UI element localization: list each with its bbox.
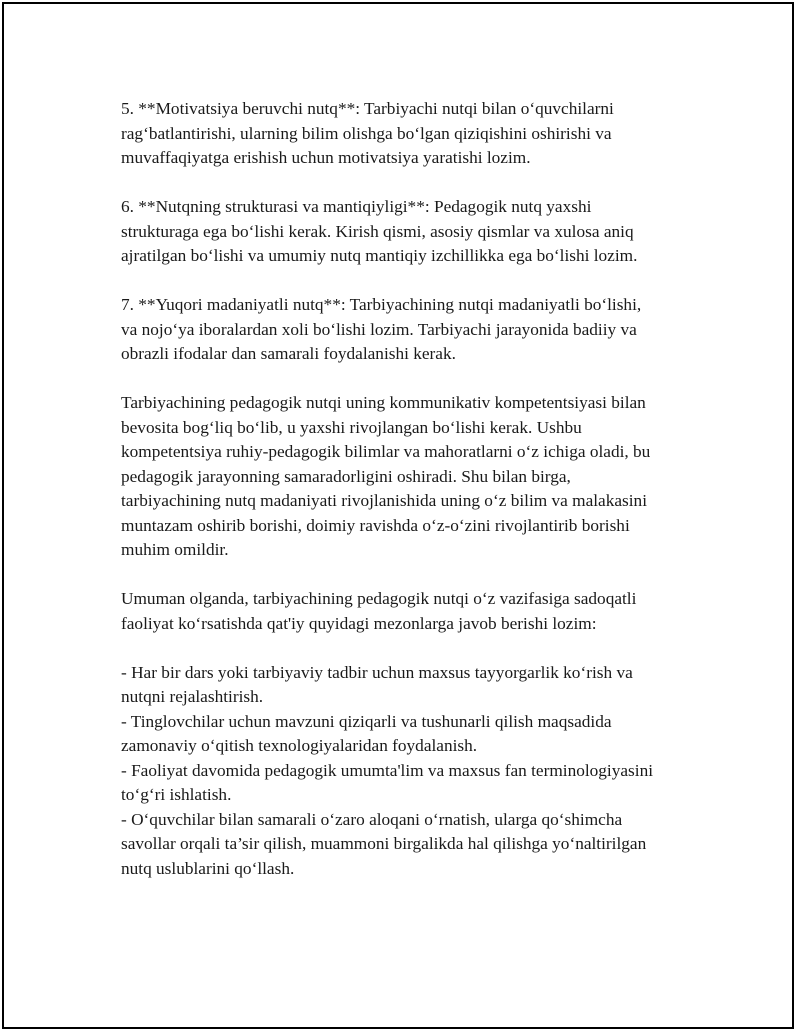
text-line: - Faoliyat davomida pedagogik umumta'lim va maxsus fan terminologiyasini <box>121 760 654 780</box>
text-line: kompetentsiya ruhiy-pedagogik bilimlar va mahoratlarni o‘z ichiga oladi, bu <box>121 442 651 461</box>
text-line: - Tinglovchilar uchun mavzuni qiziqarli va tushunarli qilish maqsadida <box>121 711 612 731</box>
text-line: Umuman olganda, tarbiyachining pedagogik nutqi o‘z vazifasiga sadoqatli <box>121 589 637 608</box>
paragraph-motivational-speech <box>121 97 701 171</box>
text-line: pedagogik jarayonning samaradorligini oshiradi. Shu bilan birga, <box>121 466 571 486</box>
text-line: 5. **Motivatsiya beruvchi nutq**: Tarbiyachi nutqi bilan o‘quvchilarni <box>121 99 614 118</box>
text-line: Tarbiyachining pedagogik nutqi uning kommunikativ kompetentsiyasi bilan <box>121 393 646 412</box>
page-frame <box>2 2 794 1029</box>
list-item <box>121 808 701 882</box>
paragraph-summary <box>121 587 701 636</box>
text-line: nutq uslublarini qo‘llash. <box>121 858 295 878</box>
criteria-list <box>121 661 701 882</box>
text-line: muhim omildir. <box>121 540 229 559</box>
text-line: bevosita bog‘liq bo‘lib, u yaxshi rivojlangan bo‘lishi kerak. Ushbu <box>121 417 582 437</box>
text-line: va nojo‘ya iboralardan xoli bo‘lishi lozim. Tarbiyachi jarayonida badiiy va <box>121 319 637 339</box>
text-line: faoliyat ko‘rsatishda qat'iy quyidagi mezonlarga javob berishi lozim: <box>121 613 597 633</box>
text-line: strukturaga ega bo‘lishi kerak. Kirish qismi, asosiy qismlar va xulosa aniq <box>121 221 634 241</box>
paragraph-cultured-speech <box>121 293 701 367</box>
text-line: ajratilgan bo‘lishi va umumiy nutq mantiqiy izchillikka ega bo‘lishi lozim. <box>121 246 638 265</box>
text-line: 6. **Nutqning strukturasi va mantiqiyligi**: Pedagogik nutq yaxshi <box>121 197 592 216</box>
text-line: savollar orqali ta’sir qilish, muammoni birgalikda hal qilishga yo‘naltirilgan <box>121 834 647 853</box>
paragraph-speech-structure <box>121 195 701 269</box>
list-item <box>121 759 701 808</box>
text-line: tarbiyachining nutq madaniyati rivojlanishida uning o‘z bilim va malakasini <box>121 491 647 510</box>
paragraph-communicative-competence <box>121 391 701 563</box>
text-line: to‘g‘ri ishlatish. <box>121 785 232 804</box>
text-line: rag‘batlantirishi, ularning bilim olishga bo‘lgan qiziqishini oshirishi va <box>121 123 612 143</box>
list-item <box>121 661 701 710</box>
text-line: - O‘quvchilar bilan samarali o‘zaro aloqani o‘rnatish, ularga qo‘shimcha <box>121 809 623 829</box>
text-line: - Har bir dars yoki tarbiyaviy tadbir uchun maxsus tayyorgarlik ko‘rish va <box>121 662 633 682</box>
text-line: nutqni rejalashtirish. <box>121 687 264 706</box>
list-item <box>121 710 701 759</box>
document-body <box>121 97 701 881</box>
text-line: zamonaviy o‘qitish texnologiyalaridan foydalanish. <box>121 736 478 755</box>
text-line: 7. **Yuqori madaniyatli nutq**: Tarbiyachining nutqi madaniyatli bo‘lishi, <box>121 295 642 314</box>
text-line: muntazam oshirib borishi, doimiy ravishda o‘z-o‘zini rivojlantirib borishi <box>121 515 630 535</box>
text-line: obrazli ifodalar dan samarali foydalanishi kerak. <box>121 344 456 363</box>
text-line: muvaffaqiyatga erishish uchun motivatsiya yaratishi lozim. <box>121 148 531 167</box>
